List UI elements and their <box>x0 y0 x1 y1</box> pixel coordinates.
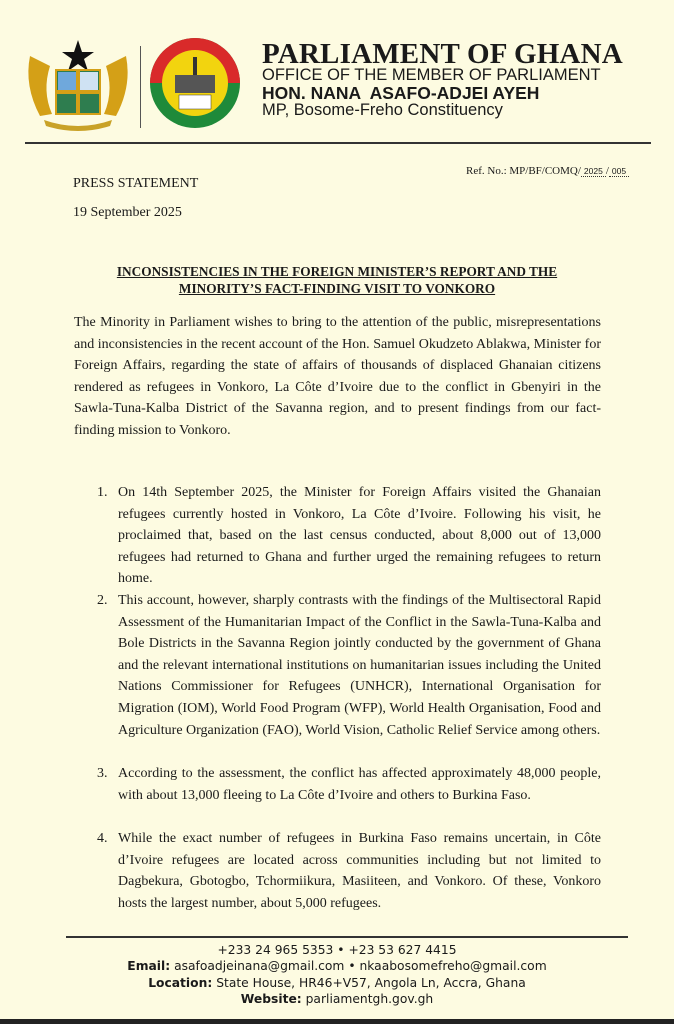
text-line: Sawla-Tuna-Kalba District of the Savanna region, and to present findings from our fact- <box>74 401 601 417</box>
list-number: 3. <box>97 766 108 781</box>
header-office: OFFICE OF THE MEMBER OF PARLIAMENT <box>262 66 601 84</box>
text-line: hosts the largest number, about 5,000 refugees. <box>118 895 382 911</box>
header-member: HON. NANA ASAFO-ADJEI AYEH <box>262 83 540 103</box>
ref-sep: / <box>605 165 609 177</box>
text-line: On 14th September 2025, the Minister for Foreign Affairs visited the Ghanaian <box>118 485 601 500</box>
text-line: Assessment of the Humanitarian Impact of the Conflict in the Sawla-Tuna-Kalba and <box>118 614 601 630</box>
text-line: Bole Districts in the Savanna Region jointly conducted by the government of Ghana <box>118 636 601 652</box>
text-line: While the exact number of refugees in Burkina Faso remains uncertain, in Côte <box>118 831 601 846</box>
list-text <box>118 482 601 590</box>
text-line: with about 13,000 fleeing to La Côte d’Ivoire and others to Burkina Faso. <box>118 787 531 803</box>
reference-number <box>466 165 629 177</box>
text-line: proclaimed that, based on the last census conducted, about 8,000 out of 13,000 <box>118 528 601 544</box>
title-line: INCONSISTENCIES IN THE FOREIGN MINISTER’S REPORT AND THE <box>116 264 558 279</box>
text-line: refugees currently hosted in Vonkoro, La Côte d’Ivoire. Following his visit, he <box>118 506 601 522</box>
text-line: d’Ivoire refugees are located across communities including but not limited to <box>118 852 601 868</box>
header-rule <box>25 142 651 144</box>
text-line: The Minority in Parliament wishes to bring to the attention of the public, misrepresentations <box>74 315 601 330</box>
list-number: 1. <box>97 485 108 500</box>
list-number: 4. <box>97 831 108 846</box>
text-line: home. <box>118 571 153 587</box>
text-line: rendered as refugees in Vonkoro, La Côte d’Ivoire due to the conflict in Gbenyiri in the <box>74 379 601 395</box>
list-text <box>118 590 601 741</box>
list-item <box>97 482 601 590</box>
bottom-bar <box>0 1019 674 1024</box>
ghana-coat-of-arms-logo <box>22 36 134 131</box>
press-statement-label: PRESS STATEMENT <box>73 176 199 191</box>
text-line: and inconsistencies in the recent account of the Hon. Samuel Okudzeto Ablakwa, Minister for <box>74 336 601 352</box>
logo-divider <box>140 46 141 128</box>
header-constituency: MP, Bosome-Freho Constituency <box>262 101 503 119</box>
footer-email: Email: asafoadjeinana@gmail.com • nkaabosomefreho@gmail.com <box>127 959 547 974</box>
footer-website: Website: parliamentgh.gov.gh <box>240 991 434 1006</box>
parliament-seal-logo <box>149 37 241 129</box>
list-number: 2. <box>97 593 108 608</box>
text-line: finding mission to Vonkoro. <box>74 422 231 438</box>
ref-number: 005 <box>609 166 629 177</box>
list-item <box>97 763 601 806</box>
ref-year: 2025 <box>581 166 606 177</box>
list-text <box>118 763 601 806</box>
footer-contact <box>0 942 674 1007</box>
footer-rule <box>66 936 628 938</box>
text-line: Migration (IOM), World Food Program (WFP), World Health Organisation, Food and <box>118 700 601 716</box>
text-line: Dagbekura, Gbotogbo, Tchormiikura, Masiiteen, and Vonkoro. Of these, Vonkoro <box>118 874 601 890</box>
text-line: and the relevant international institutions on humanitarian issues including the United <box>118 657 601 673</box>
statement-date: 19 September 2025 <box>73 205 182 220</box>
text-line: This account, however, sharply contrasts with the findings of the Multisectoral Rapid <box>118 593 601 608</box>
footer-location: Location: State House, HR46+V57, Angola Ln, Accra, Ghana <box>148 975 526 990</box>
statement-title <box>60 263 614 297</box>
footer-phones: +233 24 965 5353 • +23 53 627 4415 <box>217 943 457 957</box>
list-text <box>118 828 601 914</box>
list-item <box>97 590 601 741</box>
text-line: refugees had returned to Ghana and further urged the remaining refugees to return <box>118 549 601 565</box>
header-title: PARLIAMENT OF GHANA <box>262 38 623 70</box>
text-line: Nations Commissioner for Refugees (UNHCR), International Organisation for <box>118 679 601 695</box>
text-line: Agriculture Organization (FAO), World Vision, Catholic Relief Service among others. <box>118 722 601 738</box>
text-line: According to the assessment, the conflict has affected approximately 48,000 people, <box>118 766 601 781</box>
text-line: Foreign Affairs, regarding the state of affairs of thousands of displaced Ghanaian citizens <box>74 358 601 374</box>
title-line: MINORITY’S FACT-FINDING VISIT TO VONKORO <box>178 281 496 296</box>
list-item <box>97 828 601 914</box>
ref-label: Ref. No.: MP/BF/COMQ/ <box>466 165 581 177</box>
intro-paragraph <box>74 312 601 442</box>
